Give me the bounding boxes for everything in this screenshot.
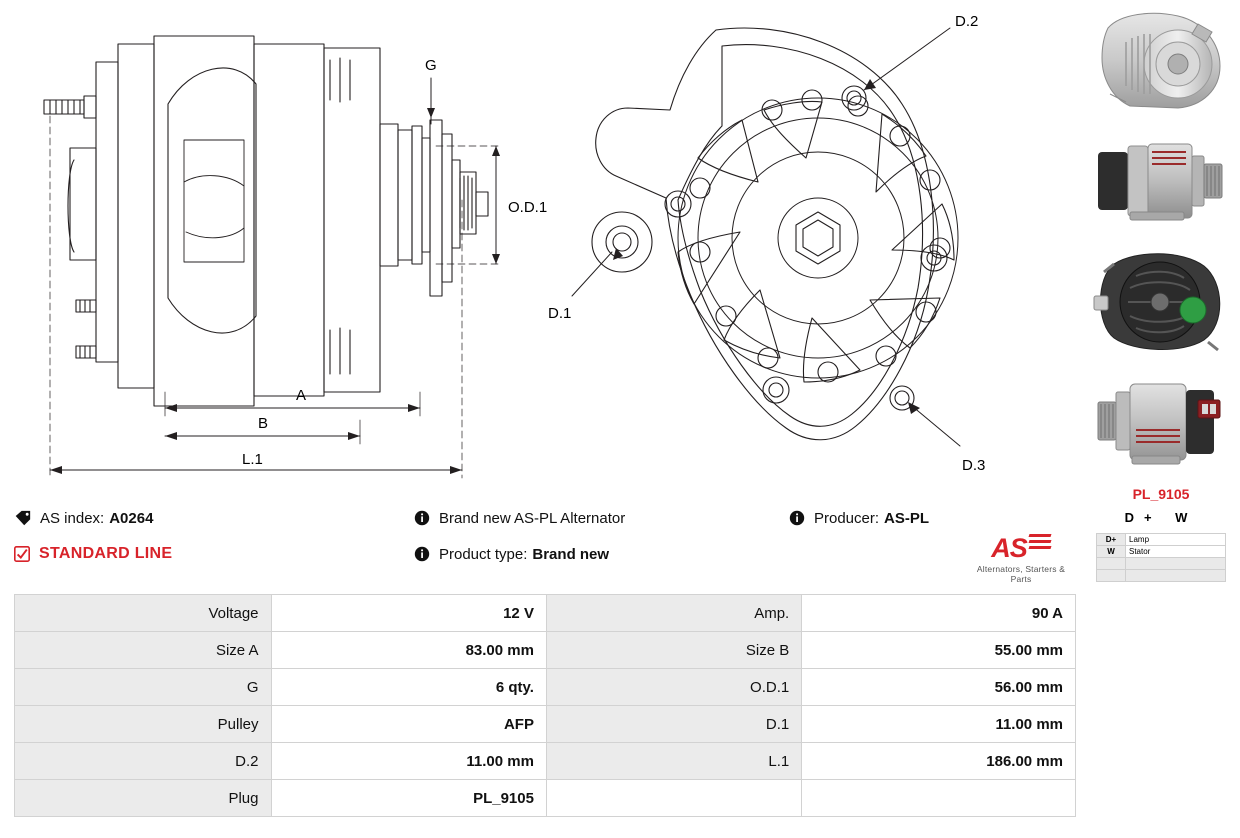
info-icon-product-type — [414, 546, 430, 562]
producer-label: Producer: — [814, 509, 880, 527]
table-row — [15, 669, 1076, 706]
info-row-1 — [14, 500, 1076, 536]
plug-pin: D+ — [1097, 534, 1126, 546]
table-row — [15, 632, 1076, 669]
spec-value: 6 qty. — [271, 669, 546, 706]
label-d1: D.1 — [548, 305, 572, 322]
spec-key: Size B — [546, 632, 801, 669]
table-row — [15, 743, 1076, 780]
spec-key: Pulley — [15, 706, 272, 743]
info-row-2 — [14, 533, 1076, 572]
spec-key: O.D.1 — [546, 669, 801, 706]
product-type-value: Brand new — [532, 545, 610, 563]
check-icon — [14, 546, 30, 562]
spec-value: 90 A — [802, 595, 1076, 632]
spec-key: D.2 — [15, 743, 272, 780]
info-block — [14, 500, 1076, 585]
as-index-label: AS index: — [40, 509, 105, 527]
label-b: B — [258, 415, 269, 432]
specification-table — [14, 594, 1076, 817]
spec-key: L.1 — [546, 743, 801, 780]
product-photo-1[interactable] — [1086, 6, 1236, 118]
spec-key: Size A — [15, 632, 272, 669]
spec-key: Plug — [15, 780, 272, 817]
info-icon-producer — [789, 510, 805, 526]
spec-empty-key — [546, 780, 801, 817]
plug-row — [1097, 534, 1226, 546]
plug-desc — [1126, 570, 1226, 582]
spec-value: 55.00 mm — [802, 632, 1076, 669]
as-index-value: A0264 — [109, 509, 154, 527]
standard-line-label: STANDARD LINE — [39, 545, 173, 562]
plug-row — [1097, 546, 1226, 558]
plug-pin — [1097, 570, 1126, 582]
label-d3: D.3 — [962, 457, 986, 474]
spec-value: 11.00 mm — [271, 743, 546, 780]
label-od1: O.D.1 — [508, 199, 548, 216]
product-type-cell — [414, 546, 789, 563]
label-g: G — [425, 57, 437, 74]
info-icon — [414, 510, 430, 526]
label-d2: D.2 — [955, 13, 979, 30]
table-row — [15, 780, 1076, 817]
plug-row — [1097, 558, 1226, 570]
plug-row — [1097, 570, 1226, 582]
plug-desc: Lamp — [1126, 534, 1226, 546]
plug-code: PL_9105 — [1132, 486, 1190, 502]
plug-desc: Stator — [1126, 546, 1226, 558]
spec-value: 12 V — [271, 595, 546, 632]
producer-value: AS-PL — [884, 509, 930, 527]
spec-value: AFP — [271, 706, 546, 743]
spec-value: 11.00 mm — [802, 706, 1076, 743]
table-row — [15, 706, 1076, 743]
product-photo-2[interactable] — [1086, 126, 1236, 238]
product-type-label: Product type: — [439, 545, 528, 563]
spec-key: Voltage — [15, 595, 272, 632]
producer-cell — [789, 510, 1069, 527]
as-index-cell — [14, 510, 414, 527]
product-photo-column — [1086, 6, 1236, 582]
spec-value: PL_9105 — [271, 780, 546, 817]
plug-pin — [1097, 558, 1126, 570]
brand-new-text: Brand new AS-PL Alternator — [439, 509, 626, 527]
as-logo-subtitle: Alternators, Starters & Parts — [976, 564, 1066, 584]
as-logo-bars — [1029, 534, 1051, 552]
as-logo-mark: AS — [991, 533, 1027, 563]
table-row — [15, 595, 1076, 632]
label-l1: L.1 — [242, 451, 263, 468]
spec-key: Amp. — [546, 595, 801, 632]
plug-pin-table — [1096, 533, 1226, 582]
label-a: A — [296, 387, 307, 404]
plug-desc — [1126, 558, 1226, 570]
brand-new-cell — [414, 510, 789, 527]
product-photo-4[interactable] — [1086, 366, 1236, 478]
spec-value: 186.00 mm — [802, 743, 1076, 780]
spec-key: D.1 — [546, 706, 801, 743]
spec-value: 83.00 mm — [271, 632, 546, 669]
spec-empty-value — [802, 780, 1076, 817]
spec-value: 56.00 mm — [802, 669, 1076, 706]
plug-pins-line: D+ W — [1124, 510, 1198, 525]
product-photo-3[interactable] — [1086, 246, 1236, 358]
plug-pin: W — [1097, 546, 1126, 558]
spec-key: G — [15, 669, 272, 706]
standard-line-cell — [14, 545, 414, 563]
tag-icon — [14, 510, 31, 527]
as-pl-logo — [968, 534, 1074, 584]
